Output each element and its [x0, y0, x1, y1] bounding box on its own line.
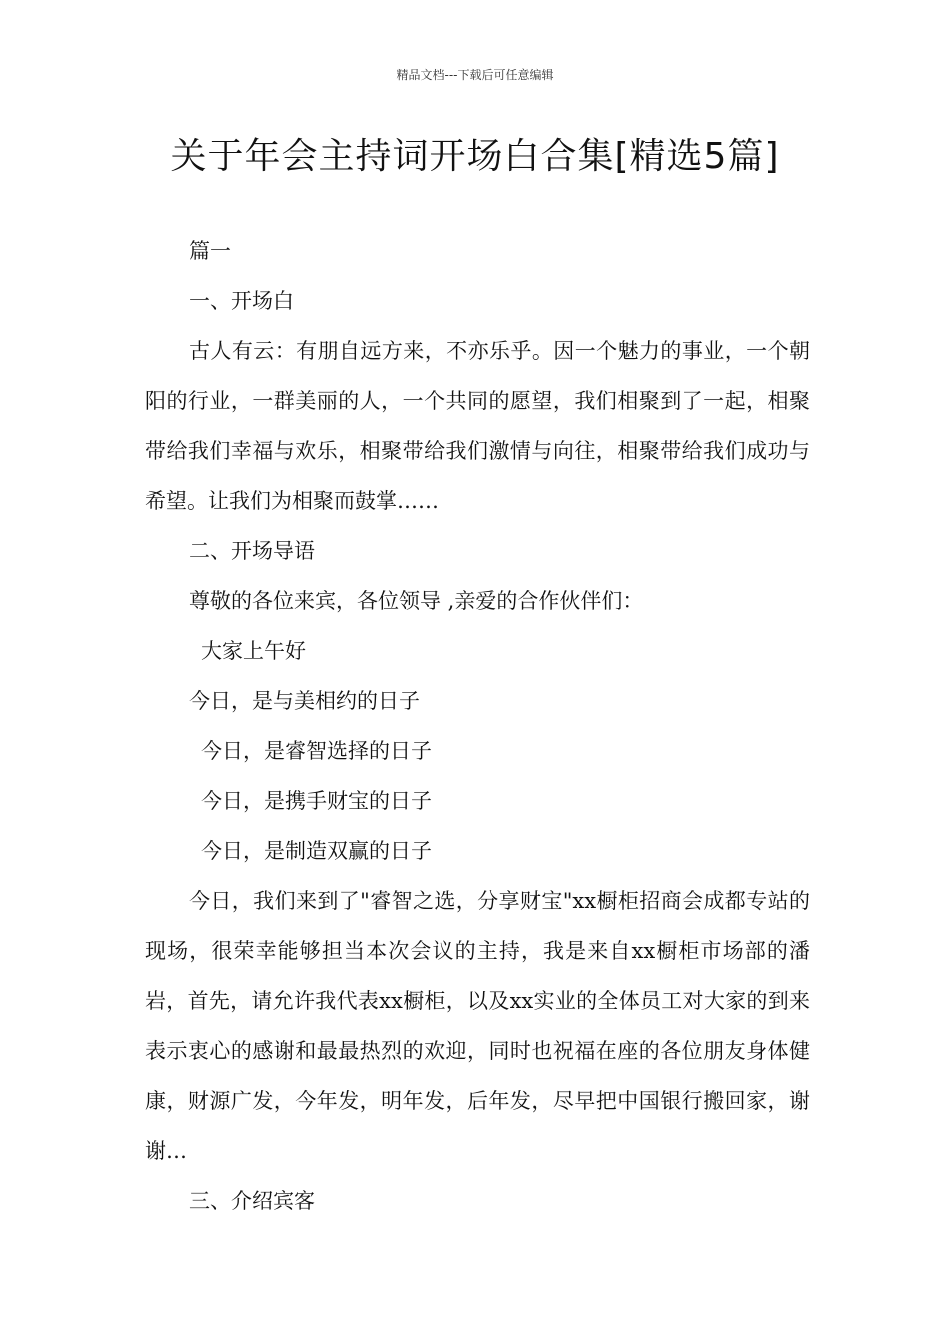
paragraph-intro: 今日，我们来到了"睿智之选，分享财宝"xx橱柜招商会成都专站的现场，很荣幸能够担当本次会议的主持，我是来自xx橱柜市场部的潘岩，首先，请允许我代表xx橱柜，以及xx实业的全体员工对大家的到来表示衷心的感谢和最最热烈的欢迎，同时也祝福在座的各位朋友身体健康，财源广发，今年发，明年发，后年发，尽早把中国银行搬回家，谢谢…: [145, 889, 810, 1163]
good-morning-line: 大家上午好: [201, 639, 306, 663]
greeting-line: 尊敬的各位来宾，各位领导 ,亲爱的合作伙伴们：: [189, 589, 644, 613]
document-title: 关于年会主持词开场白合集[精选5篇]: [170, 136, 780, 177]
heading-intro: 二、开场导语: [189, 539, 315, 563]
today-line-2: 今日，是睿智选择的日子: [201, 739, 432, 763]
section-label: 篇一: [189, 239, 231, 263]
document-body: [145, 226, 810, 1226]
today-line-3: 今日，是携手财宝的日子: [201, 789, 432, 813]
header-note: 精品文档---下载后可任意编辑: [396, 68, 554, 82]
today-line-1: 今日，是与美相约的日子: [189, 689, 420, 713]
heading-guests: 三、介绍宾客: [189, 1189, 315, 1213]
heading-opening: 一、开场白: [189, 289, 294, 313]
today-line-4: 今日，是制造双赢的日子: [201, 839, 432, 863]
paragraph-opening: 古人有云：有朋自远方来，不亦乐乎。因一个魅力的事业，一个朝阳的行业，一群美丽的人，一个共同的愿望，我们相聚到了一起，相聚带给我们幸福与欢乐，相聚带给我们激情与向往，相聚带给我们成功与希望。让我们为相聚而鼓掌……: [145, 339, 810, 513]
